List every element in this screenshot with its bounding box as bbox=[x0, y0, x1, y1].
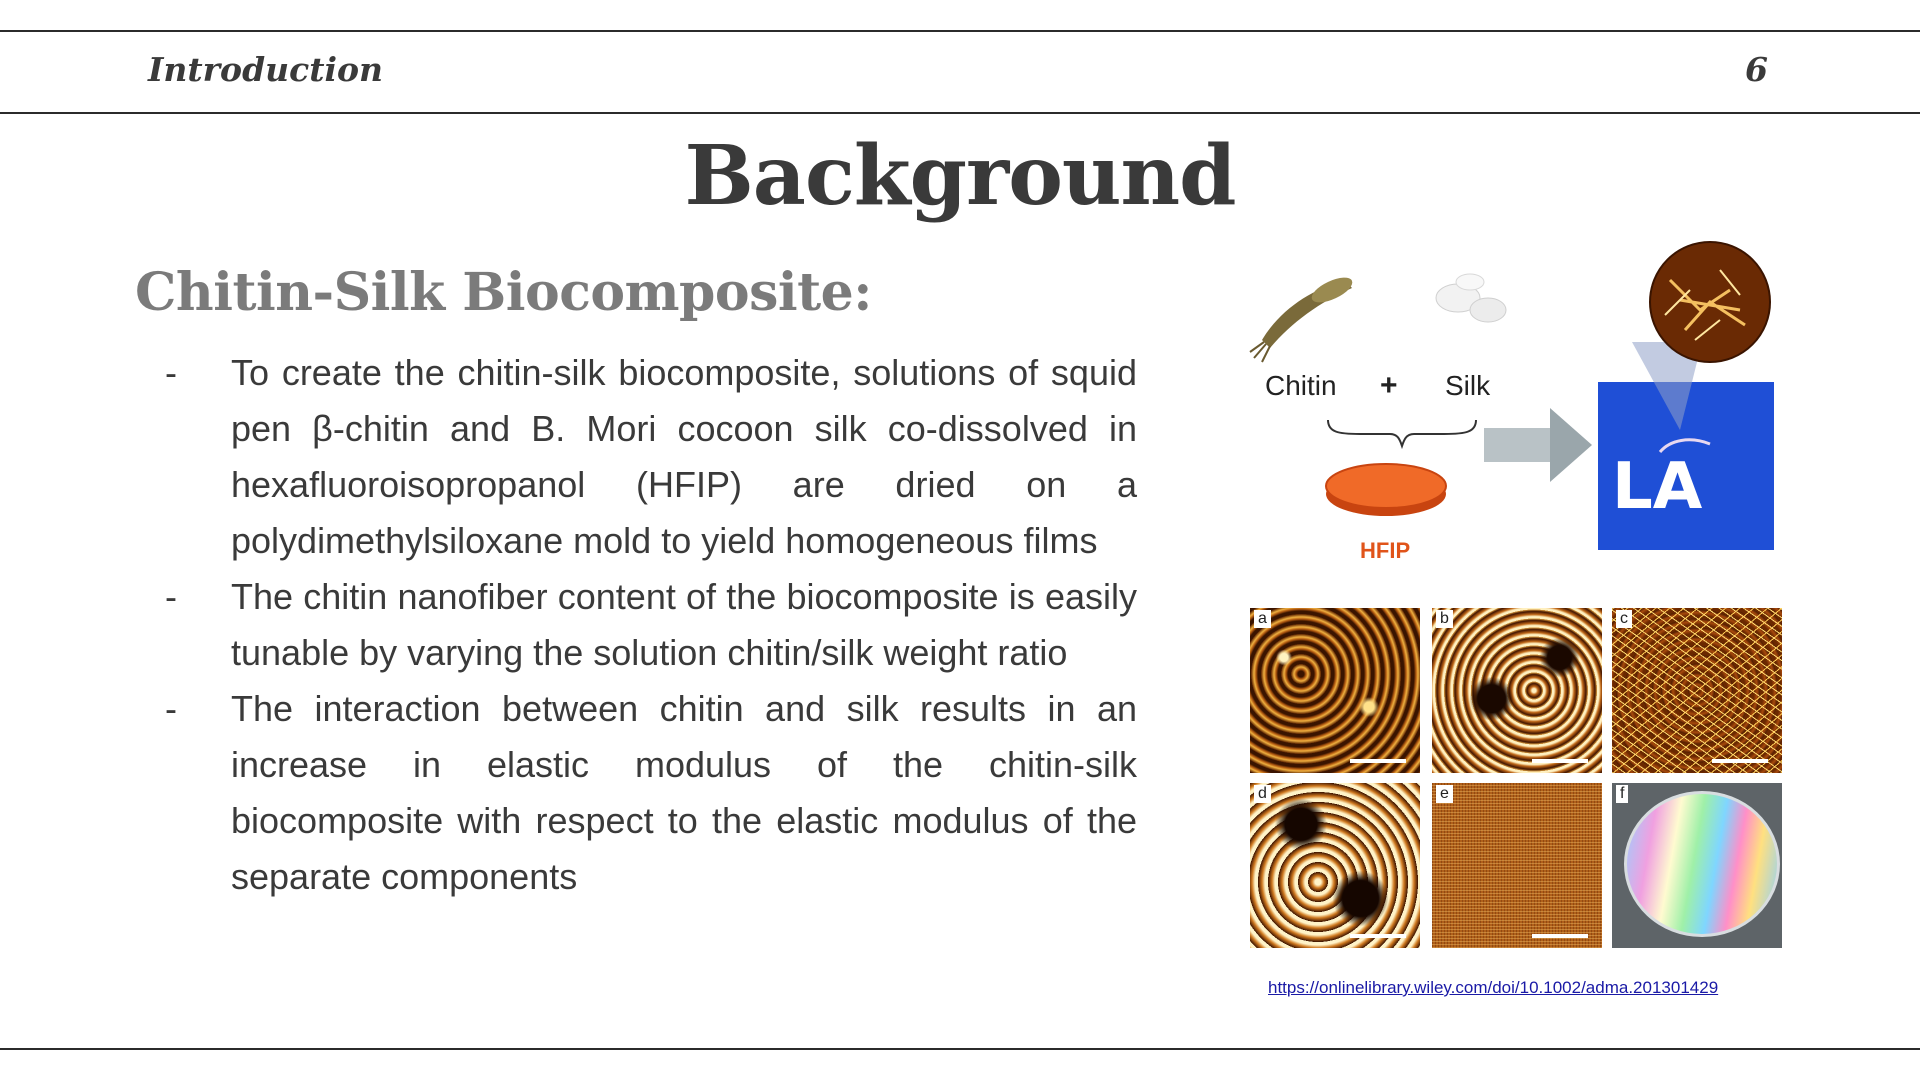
scale-bar bbox=[1350, 934, 1406, 938]
bullet-marker: - bbox=[165, 352, 177, 393]
chitin-silk-figure bbox=[1240, 240, 1800, 960]
afm-panel-c bbox=[1612, 608, 1782, 773]
header-rule bbox=[0, 112, 1920, 114]
chitin-label: Chitin bbox=[1265, 370, 1337, 401]
bullet-item bbox=[165, 681, 1137, 905]
bottom-rule bbox=[0, 1048, 1920, 1050]
bullet-marker: - bbox=[165, 688, 177, 729]
top-rule bbox=[0, 30, 1920, 32]
film-sample bbox=[1598, 342, 1774, 550]
afm-panel-e bbox=[1432, 783, 1602, 948]
bullet-text: The interaction between chitin and silk results in an increase in elastic modulus of the chitin-silk biocomposite with respect to the elastic modulus of the separate components bbox=[231, 688, 1137, 897]
petri-dish-icon bbox=[1326, 464, 1446, 516]
afm-panel-d bbox=[1250, 783, 1420, 948]
iridescent-film bbox=[1624, 791, 1780, 937]
section-label: Introduction bbox=[148, 50, 384, 89]
source-link[interactable]: https://onlinelibrary.wiley.com/doi/10.1002/adma.201301429 bbox=[1268, 978, 1719, 997]
arrow-icon bbox=[1484, 408, 1592, 482]
afm-panel-b bbox=[1432, 608, 1602, 773]
bullet-list bbox=[165, 345, 1137, 905]
squid-icon bbox=[1250, 273, 1356, 362]
panel-letter: b bbox=[1436, 610, 1453, 628]
panel-letter: e bbox=[1436, 785, 1453, 803]
panel-letter: a bbox=[1254, 610, 1271, 628]
bullet-text: To create the chitin-silk biocomposite, solutions of squid pen β-chitin and B. Mori cocoon silk co-dissolved in hexafluoroisopropanol (HFIP) are dried on a polydimethylsiloxane mold to yield homogeneous films bbox=[231, 352, 1137, 561]
slide-title: Background bbox=[684, 128, 1236, 224]
bullet-item bbox=[165, 569, 1137, 681]
scale-bar bbox=[1532, 934, 1588, 938]
panel-letter: c bbox=[1616, 610, 1632, 628]
bullet-text: The chitin nanofiber content of the biocomposite is easily tunable by varying the solution chitin/silk weight ratio bbox=[231, 576, 1137, 673]
panel-letter: f bbox=[1616, 785, 1628, 803]
afm-panel-a bbox=[1250, 608, 1420, 773]
zoom-inset bbox=[1650, 242, 1770, 362]
scale-bar bbox=[1532, 759, 1588, 763]
plus-label: + bbox=[1380, 369, 1398, 402]
process-schematic bbox=[1240, 240, 1800, 580]
slide-subtitle: Chitin-Silk Biocomposite: bbox=[135, 262, 872, 323]
film-photo-panel-f bbox=[1612, 783, 1782, 948]
panel-letter: d bbox=[1254, 785, 1271, 803]
bullet-item bbox=[165, 345, 1137, 569]
hfip-label: HFIP bbox=[1360, 538, 1411, 563]
silk-cocoon-icon bbox=[1436, 274, 1506, 322]
film-text: LA bbox=[1612, 450, 1703, 524]
page-number: 6 bbox=[1745, 50, 1768, 89]
scale-bar bbox=[1712, 759, 1768, 763]
silk-label: Silk bbox=[1445, 370, 1491, 401]
brace-shape bbox=[1328, 420, 1476, 446]
scale-bar bbox=[1350, 759, 1406, 763]
bullet-marker: - bbox=[165, 576, 177, 617]
